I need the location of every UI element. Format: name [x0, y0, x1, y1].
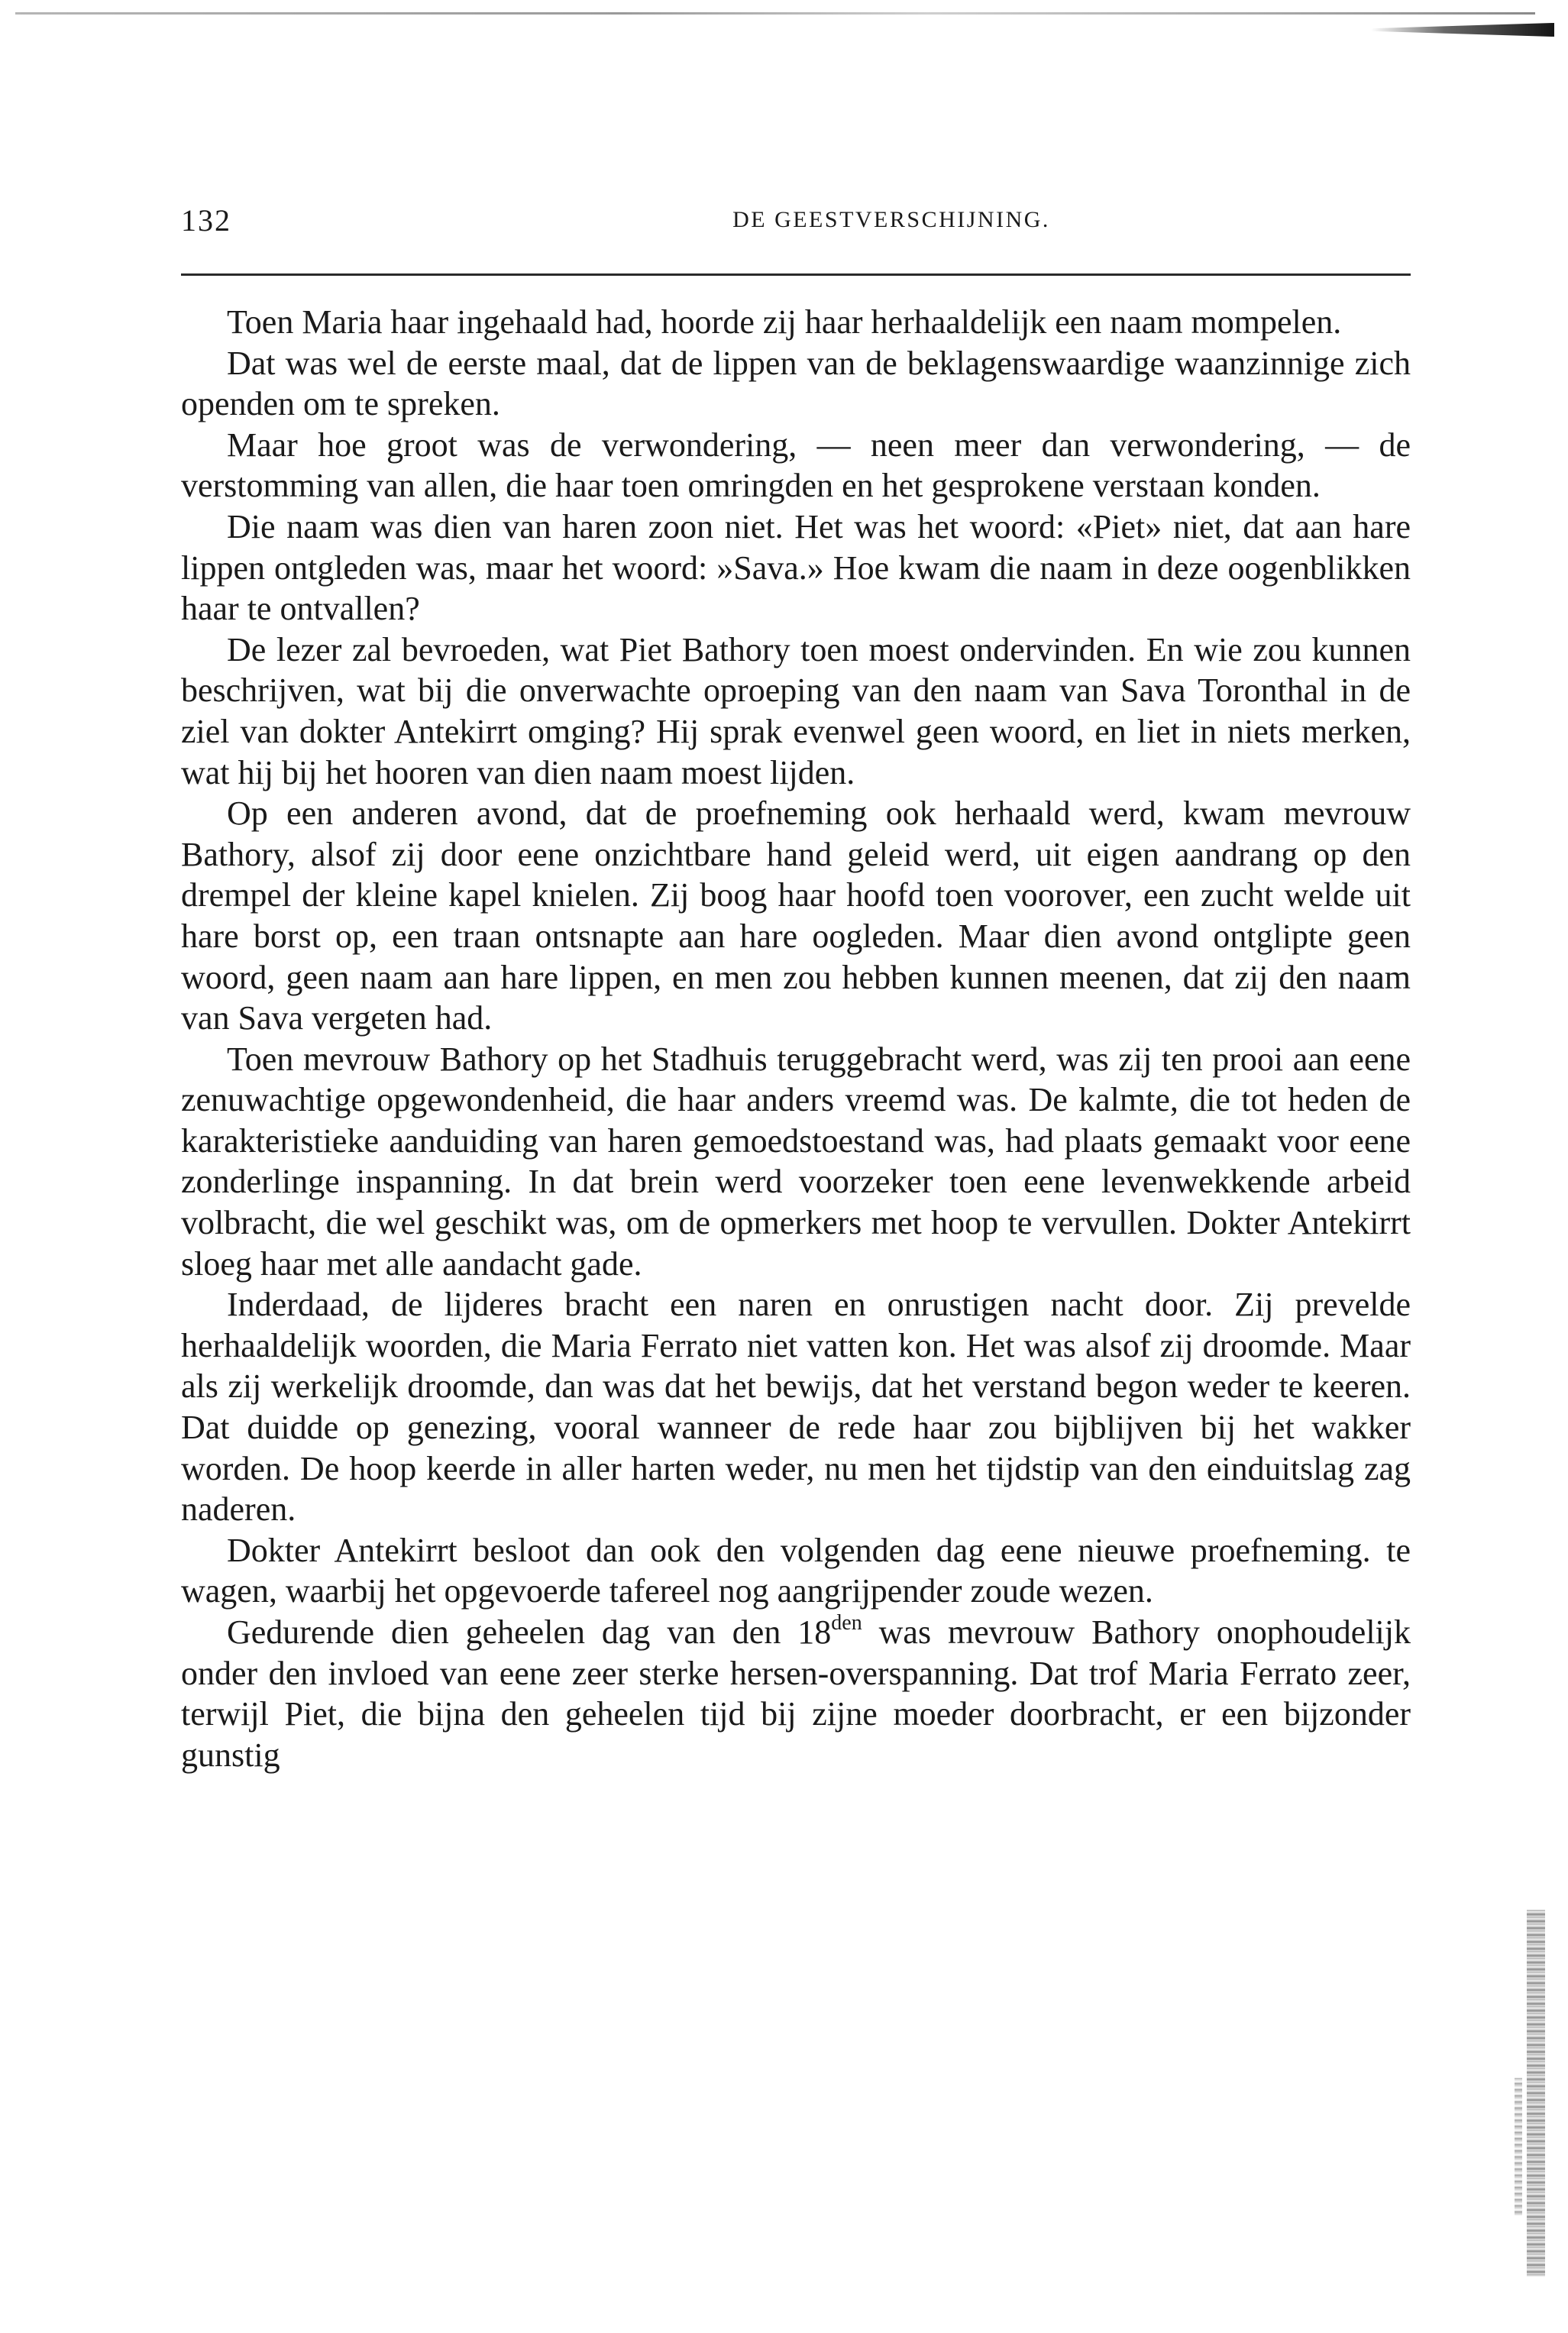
paragraph-text: was mevrouw Bathory onophoudelijk onder den invloed van eene zeer sterke hersen-overspanning. Dat trof Maria Ferrato zeer, terwijl Piet, die bijna den geheelen tijd bij zijne moeder doorbracht, er een bijzonder gunstig: [181, 1613, 1411, 1774]
scan-corner-mark: [1371, 23, 1554, 37]
page-number: 132: [181, 203, 231, 238]
paragraph: Maar hoe groot was de verwondering, — neen meer dan verwondering, — de verstomming van allen, die haar toen omringden en het gesprokene verstaan konden.: [181, 426, 1411, 505]
paragraph: Dat was wel de eerste maal, dat de lippen van de beklagenswaardige waanzinnige zich openden om te spreken.: [181, 344, 1411, 423]
body-text: [181, 302, 1411, 1775]
paragraph: De lezer zal bevroeden, wat Piet Bathory toen moest ondervinden. En wie zou kunnen beschrijven, wat bij die onverwachte oproeping van den naam van Sava Toronthal in de ziel van dokter Antekirrt omging? Hij sprak evenwel geen woord, en liet in niets merken, wat hij bij het hooren van dien naam moest lijden.: [181, 630, 1411, 791]
paragraph: Die naam was dien van haren zoon niet. Het was het woord: «Piet» niet, dat aan hare lippen ontgleden was, maar het woord: »Sava.» Hoe kwam die naam in deze oogenblikken haar te ontvallen?: [181, 507, 1411, 628]
paragraph: Toen mevrouw Bathory op het Stadhuis teruggebracht werd, was zij ten prooi aan eene zenuwachtige opgewondenheid, die haar anders vreemd was. De kalmte, die tot heden de karakteristieke aanduiding van haren gemoedstoestand was, had plaats gemaakt voor eene zonderlinge inspanning. In dat brein werd voorzeker toen eene levenwekkende arbeid volbracht, die wel geschikt was, om de opmerkers met hoop te vervullen. Dokter Antekirrt sloeg haar met alle aandacht gade.: [181, 1040, 1411, 1283]
paragraph-text: Gedurende dien geheelen dag van den 18: [227, 1613, 832, 1651]
paragraph-last: [181, 1612, 1411, 1775]
paragraph: Inderdaad, de lijderes bracht een naren en onrustigen nacht door. Zij prevelde herhaaldelijk woorden, die Maria Ferrato niet vatten kon. Het was alsof zij droomde. Maar als zij werkelijk droomde, dan was dat het bewijs, dat het verstand begon weder te keeren. Dat duidde op genezing, vooral wanneer de rede haar zou bijblijven bij het wakker worden. De hoop keerde in aller harten weder, nu men het tijdstip van den einduitslag zag naderen.: [181, 1286, 1411, 1529]
scan-edge-noise: [1527, 1910, 1545, 2276]
scan-edge-noise: [1515, 2078, 1522, 2215]
paragraph: Toen Maria haar ingehaald had, hoorde zij haar herhaaldelijk een naam mompelen.: [227, 303, 1342, 341]
ordinal-superscript: den: [831, 1611, 862, 1635]
paragraph: Op een anderen avond, dat de proefneming ook herhaald werd, kwam mevrouw Bathory, alsof zij door eene onzichtbare hand geleid werd, uit eigen aandrang op den drempel der kleine kapel knielen. Zij boog haar hoofd toen voorover, een zucht welde uit hare borst op, een traan ontsnapte aan hare oogleden. Maar dien avond ontglipte geen woord, geen naam aan hare lippen, en men zou hebben kunnen meenen, dat zij den naam van Sava vergeten had.: [181, 794, 1411, 1037]
running-head: [181, 202, 1411, 248]
scan-edge-line: [15, 12, 1535, 15]
running-title: DE GEESTVERSCHIJNING.: [732, 207, 1050, 232]
paragraph: Dokter Antekirrt besloot dan ook den volgenden dag eene nieuwe proefneming. te wagen, waarbij het opgevoerde tafereel nog aangrijpender zoude wezen.: [181, 1531, 1411, 1610]
header-rule: [181, 273, 1411, 276]
